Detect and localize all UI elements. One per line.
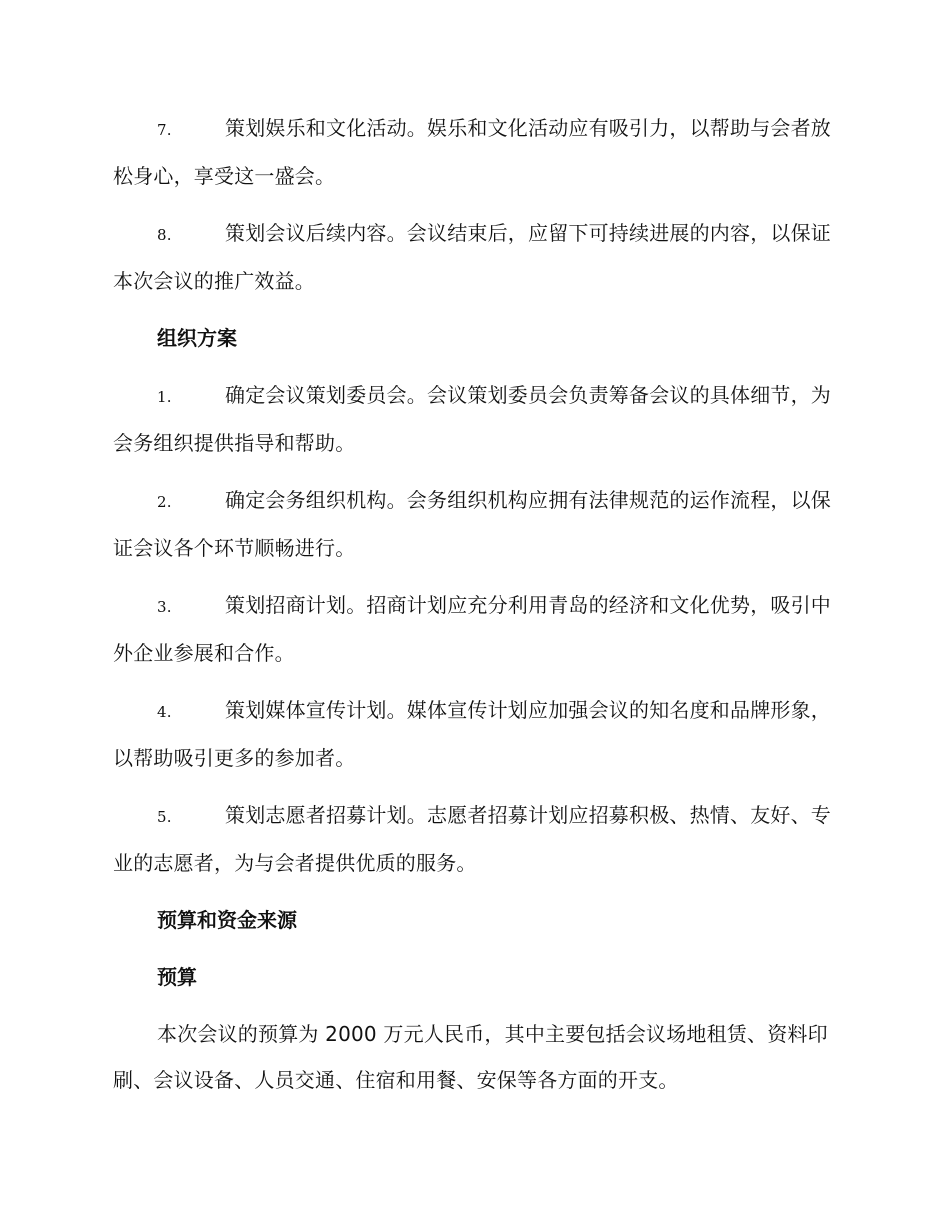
list-number: 2.: [157, 493, 172, 511]
list-item-8: [113, 210, 835, 304]
org-item-2: [113, 477, 835, 571]
document-body: [113, 105, 835, 1114]
org-item-5: [113, 792, 835, 886]
list-item-text: 确定会务组织机构。会务组织机构应拥有法律规范的运作流程，以保证会议各个环节顺畅进行。: [113, 488, 831, 560]
list-item-text: 策划娱乐和文化活动。娱乐和文化活动应有吸引力，以帮助与会者放松身心，享受这一盛会。: [113, 116, 831, 188]
org-item-4: [113, 687, 835, 781]
org-item-3: [113, 582, 835, 676]
list-number: 7.: [157, 121, 172, 139]
list-item-text: 策划会议后续内容。会议结束后，应留下可持续进展的内容，以保证本次会议的推广效益。: [113, 221, 831, 293]
list-number: 1.: [157, 388, 172, 406]
list-item-text: 策划志愿者招募计划。志愿者招募计划应招募积极、热情、友好、专业的志愿者，为与会者提供优质的服务。: [113, 803, 831, 875]
list-item-text: 策划媒体宣传计划。媒体宣传计划应加强会议的知名度和品牌形象，以帮助吸引更多的参加者。: [113, 698, 831, 770]
list-item-text: 策划招商计划。招商计划应充分利用青岛的经济和文化优势，吸引中外企业参展和合作。: [113, 593, 831, 665]
list-number: 3.: [157, 598, 172, 616]
list-number: 4.: [157, 703, 172, 721]
section-heading-budget-funding: 预算和资金来源: [157, 908, 297, 932]
subsection-heading-budget: 预算: [157, 965, 197, 989]
list-item-7: [113, 105, 835, 199]
list-item-text: 确定会议策划委员会。会议策划委员会负责筹备会议的具体细节，为会务组织提供指导和帮助。: [113, 383, 831, 455]
budget-paragraph: 本次会议的预算为 2000 万元人民币，其中主要包括会议场地租赁、资料印刷、会议设备、人员交通、住宿和用餐、安保等各方面的开支。: [113, 1022, 828, 1092]
org-item-1: [113, 372, 835, 466]
section-heading-organization: 组织方案: [157, 326, 237, 350]
list-number: 8.: [157, 226, 172, 244]
list-number: 5.: [157, 808, 172, 826]
